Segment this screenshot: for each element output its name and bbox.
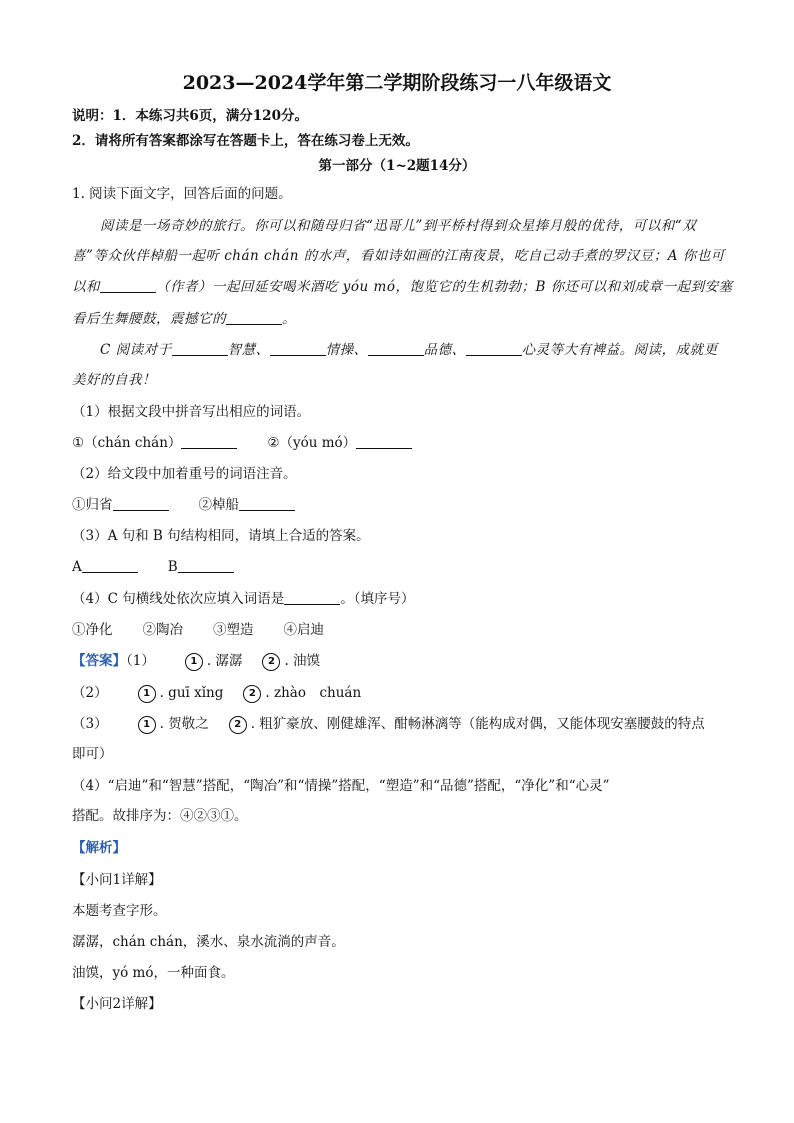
analysis-label: 【解析】 xyxy=(72,840,126,856)
option-3: ③塑造 xyxy=(213,622,254,638)
passage-line-5 xyxy=(100,340,726,360)
answer-3-2: . 粗犷豪放、刚健雄浑、酣畅淋漓等（能构成对偶，又能体现安塞腰鼓的特点 xyxy=(250,716,705,732)
analysis-1-line-2: 潺潺，chán chán，溪水、泉水流淌的声音。 xyxy=(72,934,345,950)
sub3-blank-a[interactable] xyxy=(82,558,138,573)
answer-line-4: （4）“启迪”和“智慧”搭配，“陶冶”和“情操”搭配，“塑造”和“品德”搭配，“净化”和“心灵” xyxy=(72,778,610,794)
sub4-prompt-line xyxy=(72,589,726,609)
b-sentence-blank[interactable] xyxy=(226,310,282,325)
sub1-item-2: ②（yóu mó） xyxy=(267,435,357,451)
sub2-prompt: （2）给文段中加着重号的词语注音。 xyxy=(72,466,297,482)
passage-line-4: 看后生舞腰鼓，震撼它的 。 xyxy=(72,311,296,327)
page-title: 2023—2024学年第二学期阶段练习一八年级语文 xyxy=(182,72,612,94)
answer-line-3-cont: 即可） xyxy=(72,746,113,762)
c-blank-1[interactable] xyxy=(172,341,228,356)
answer-2-num: （2） xyxy=(72,685,108,701)
author-blank[interactable] xyxy=(100,278,156,293)
sub2-items xyxy=(72,495,726,515)
sub3-item-b: B xyxy=(167,559,178,575)
sub1-blank-1[interactable] xyxy=(181,434,237,449)
sub2-blank-2[interactable] xyxy=(239,496,295,511)
circled-number-1: 1 xyxy=(185,653,203,671)
c-blank-4[interactable] xyxy=(466,341,522,356)
answer-1-2: . 油馍 xyxy=(284,653,321,669)
c-word-4: 心灵等大有裨益。阅读，成就更 xyxy=(521,342,718,358)
circled-number-2: 2 xyxy=(229,716,247,734)
sub1-items xyxy=(72,433,726,453)
answer-2-2: . zhào chuán xyxy=(265,685,362,701)
answer-line-3 xyxy=(72,714,726,734)
answer-line-1 xyxy=(72,651,726,671)
answer-2-1: . guī xǐng xyxy=(159,685,224,701)
sub4-prompt: （4）C 句横线处依次应填入词语是 xyxy=(72,591,285,607)
circled-number-1: 1 xyxy=(138,716,156,734)
c-blank-2[interactable] xyxy=(270,341,326,356)
c-word-2: 情操、 xyxy=(325,342,368,358)
c-blank-3[interactable] xyxy=(368,341,424,356)
c-sentence-start: C 阅读对于 xyxy=(100,342,172,358)
sub2-item-1: ①归省 xyxy=(72,497,113,513)
c-word-1: 智慧、 xyxy=(227,342,270,358)
answer-line-2 xyxy=(72,683,726,703)
passage-line-3-end: （作者）一起回延安喝米酒吃 yóu mó，饱览它的生机勃勃；B 你还可以和刘成章一起到安塞 xyxy=(156,279,733,295)
subquestion-1-heading: 【小问1详解】 xyxy=(72,872,162,888)
sub4-options xyxy=(72,620,726,640)
answer-1-1: . 潺潺 xyxy=(206,653,243,669)
section-header: 第一部分（1~2题14分） xyxy=(318,158,476,174)
question-1-intro: 1. 阅读下面文字，回答后面的问题。 xyxy=(72,186,292,202)
subquestion-2-heading: 【小问2详解】 xyxy=(72,996,162,1012)
circled-number-2: 2 xyxy=(243,685,261,703)
notes-line-1: 说明：1．本练习共6页，满分120分。 xyxy=(72,108,308,124)
analysis-1-line-3: 油馍，yó mó，一种面食。 xyxy=(72,965,235,981)
answer-line-4-cont: 搭配。故排序为：④②③①。 xyxy=(72,808,248,824)
sub3-item-a: A xyxy=(72,559,82,575)
sub4-blank[interactable] xyxy=(284,590,340,605)
sub1-item-1: ①（chán chán） xyxy=(72,435,182,451)
answer-3-1: . 贺敬之 xyxy=(159,716,209,732)
notes-line-2: 2．请将所有答案都涂写在答题卡上，答在练习卷上无效。 xyxy=(72,133,419,149)
sub3-prompt: （3）A 句和 B 句结构相同，请填上合适的答案。 xyxy=(72,528,370,544)
circled-number-1: 1 xyxy=(138,685,156,703)
option-2: ②陶冶 xyxy=(142,622,183,638)
passage-line-3-start: 以和 xyxy=(72,279,100,295)
sub4-suffix: 。（填序号） xyxy=(340,591,415,607)
option-1: ①净化 xyxy=(72,622,113,638)
sub2-blank-1[interactable] xyxy=(113,496,169,511)
circled-number-2: 2 xyxy=(262,653,280,671)
passage-line-4-text: 看后生舞腰鼓，震撼它的 xyxy=(72,311,226,327)
answer-label: 【答案】 xyxy=(72,653,126,669)
analysis-1-line-1: 本题考查字形。 xyxy=(72,903,167,919)
c-word-3: 品德、 xyxy=(423,342,466,358)
sub3-blank-b[interactable] xyxy=(178,558,234,573)
answer-1-num: （1） xyxy=(126,653,155,669)
option-4: ④启迪 xyxy=(283,622,324,638)
sub3-items xyxy=(72,557,726,577)
passage-line-6: 美好的自我！ xyxy=(72,372,156,388)
passage-line-1: 阅读是一场奇妙的旅行。你可以和随母归省“迅哥儿”到平桥村得到众星捧月般的优待，可以和“双 xyxy=(100,218,697,234)
sub1-prompt: （1）根据文段中拼音写出相应的词语。 xyxy=(72,404,311,420)
sub2-item-2: ②棹船 xyxy=(198,497,239,513)
sub1-blank-2[interactable] xyxy=(356,434,412,449)
answer-3-num: （3） xyxy=(72,716,108,732)
passage-line-3 xyxy=(72,277,733,297)
passage-line-2: 喜”等众伙伴棹船一起听 chán chán 的水声，看如诗如画的江南夜景，吃自己动手煮的罗汉豆；A 你也可 xyxy=(72,248,725,264)
